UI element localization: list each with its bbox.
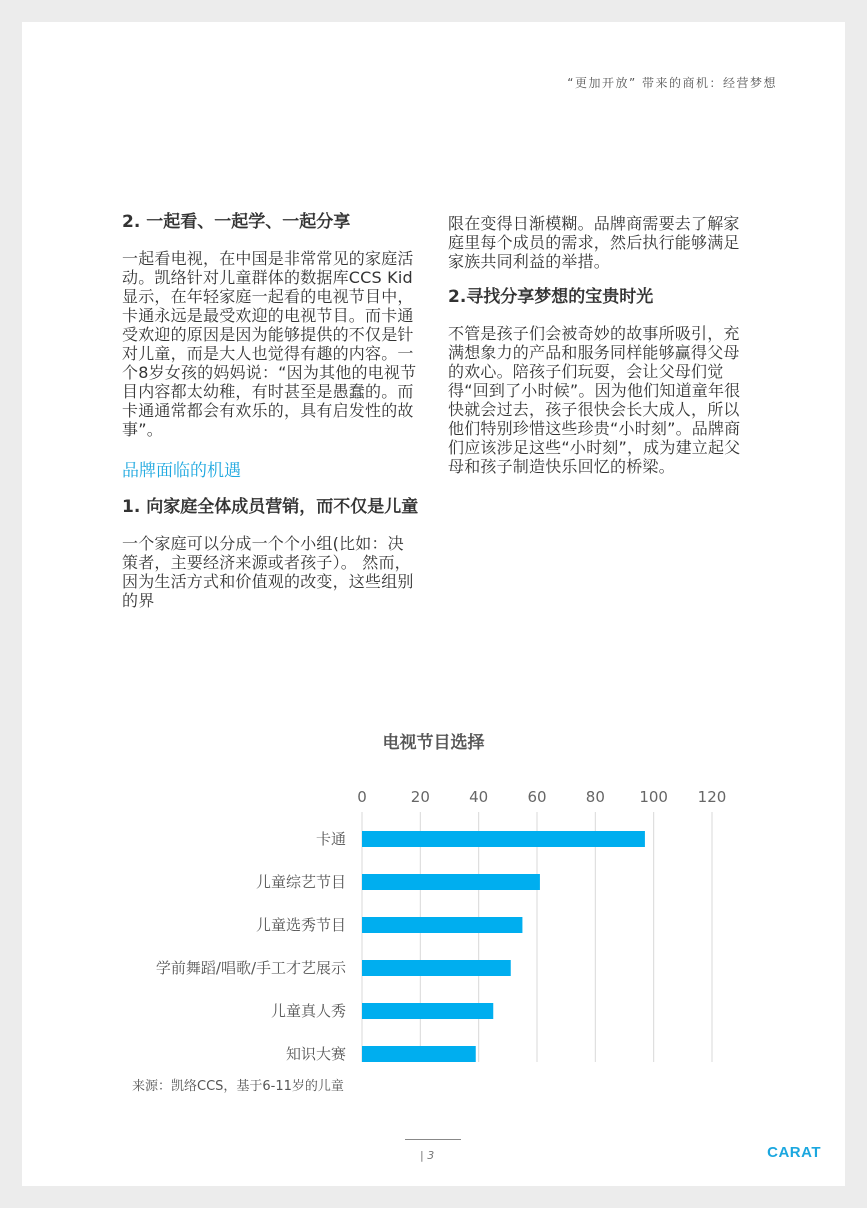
running-header: “更加开放” 带来的商机：经营梦想	[567, 76, 777, 90]
paragraph-watch-together: 一起看电视，在中国是非常常见的家庭活动。凯络针对儿童群体的数据库CCS Kid显示，在年轻家庭一起看的电视节目中，卡通永远是最受欢迎的电视节目。而卡通受欢迎的原因是因为能够提供的不仅是针对儿童，而是大人也觉得有趣的内容。一个8岁女孩的妈妈说：“因为其他的电视节目内容都太幼稚，有时甚至是愚蠢的。而卡通通常都会有欢乐的，具有启发性的故事”。	[122, 249, 417, 439]
left-column	[122, 212, 420, 610]
bar-5	[362, 1046, 476, 1062]
tick-label-1: 20	[410, 788, 430, 806]
bar-2	[362, 917, 522, 933]
carat-logo: CARAT	[767, 1144, 821, 1161]
bar-chart	[22, 762, 845, 1072]
category-label-3: 学前舞蹈/唱歌/手工才艺展示	[155, 959, 346, 977]
bar-0	[362, 831, 645, 847]
heading-share-dreams: 2.寻找分享梦想的宝贵时光	[448, 287, 654, 307]
category-label-0: 卡通	[315, 830, 346, 848]
chart-title: 电视节目选择	[382, 733, 485, 753]
tick-label-2: 40	[469, 788, 489, 806]
paragraph-family-marketing: 一个家庭可以分成一个个小组(比如：决策者，主要经济来源或者孩子）。 然而，因为生活方式和价值观的改变，这些组别的界	[122, 534, 414, 610]
source-note: 来源：凯络CCS，基于6-11岁的儿童	[132, 1079, 344, 1094]
heading-watch-together: 2. 一起看、一起学、一起分享	[122, 212, 351, 232]
category-label-4: 儿童真人秀	[270, 1002, 346, 1020]
bar-3	[362, 960, 511, 976]
category-label-1: 儿童综艺节目	[255, 873, 346, 891]
bar-4	[362, 1003, 493, 1019]
bar-1	[362, 874, 540, 890]
tick-label-3: 60	[527, 788, 547, 806]
right-column	[448, 214, 746, 476]
footer-divider	[405, 1139, 461, 1140]
tick-label-6: 120	[697, 788, 727, 806]
section-title-opportunities: 品牌面临的机遇	[122, 461, 241, 481]
tick-label-0: 0	[357, 788, 367, 806]
category-label-2: 儿童选秀节目	[255, 916, 346, 934]
paragraph-share-dreams: 不管是孩子们会被奇妙的故事所吸引，充满想象力的产品和服务同样能够赢得父母的欢心。陪孩子们玩耍，会让父母们觉得“回到了小时候”。因为他们知道童年很快就会过去，孩子很快会长大成人，所以他们特别珍惜这些珍贵“小时刻”。品牌商们应该涉足这些“小时刻”，成为建立起父母和孩子制造快乐回忆的桥梁。	[448, 324, 741, 476]
tick-label-4: 80	[585, 788, 605, 806]
category-label-5: 知识大赛	[285, 1045, 346, 1063]
page-number: | 3	[420, 1149, 435, 1162]
tick-label-5: 100	[639, 788, 668, 806]
heading-family-marketing: 1. 向家庭全体成员营销，而不仅是儿童	[122, 497, 419, 517]
paragraph-continued: 限在变得日渐模糊。品牌商需要去了解家庭里每个成员的需求，然后执行能够满足家族共同利益的举措。	[448, 214, 740, 271]
page	[22, 22, 845, 1186]
